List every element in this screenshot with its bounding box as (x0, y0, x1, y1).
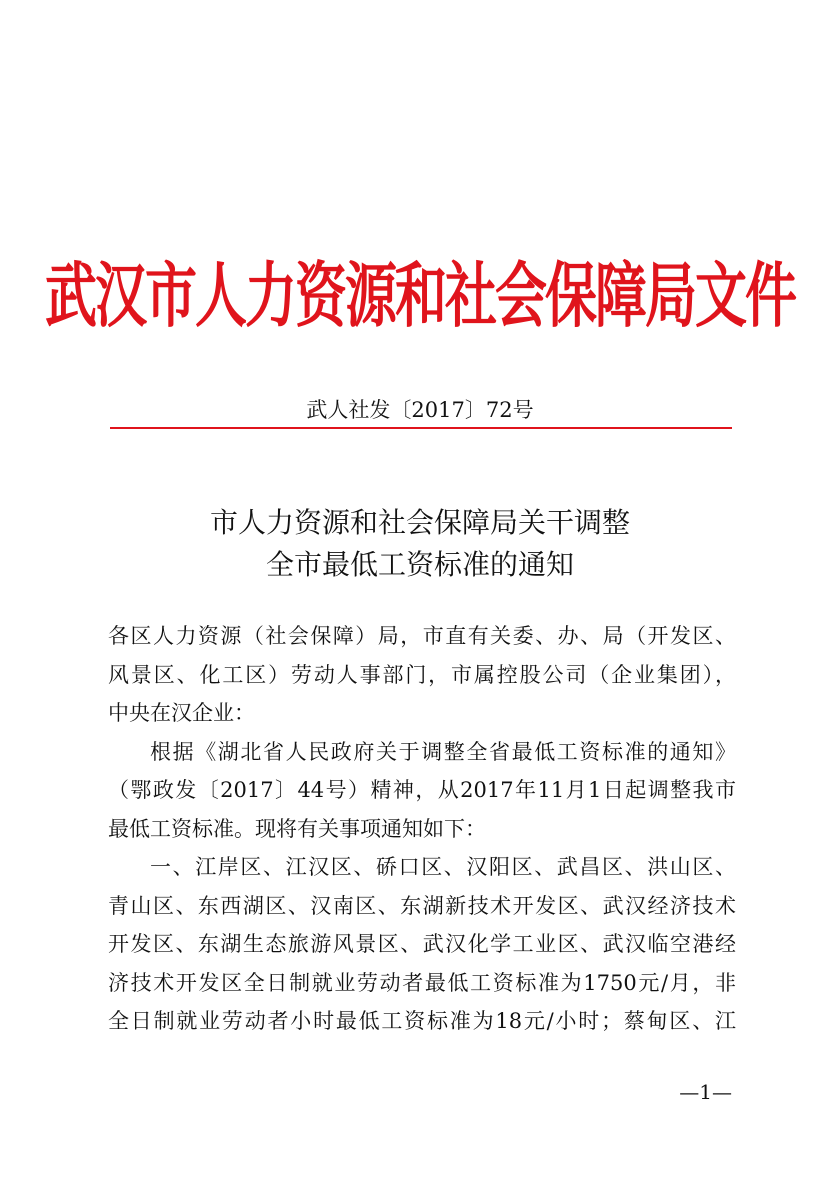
notice-title (0, 502, 840, 586)
body-line: 青山区、东西湖区、汉南区、东湖新技术开发区、武汉经济技术 (108, 893, 736, 918)
body-line: 各区人力资源（社会保障）局，市直有关委、办、局（开发区、 (108, 624, 736, 648)
body-line: 开发区、东湖生态旅游风景区、武汉化学工业区、武汉临空港经 (108, 932, 736, 956)
notice-body (108, 617, 736, 1041)
document-number: 武人社发〔2017〕72号 (306, 398, 534, 422)
notice-title-line-1: 市人力资源和社会保障局关干调整 (209, 506, 630, 539)
body-line: 一、江岸区、江汉区、硚口区、汉阳区、武昌区、洪山区、 (150, 855, 736, 879)
body-line: 中央在汉企业： (108, 701, 255, 725)
body-line: 全日制就业劳动者小时最低工资标准为18元/小时；蔡甸区、江 (108, 1009, 736, 1033)
issuer-header: 武汉市人力资源和社会保障局文件 (44, 255, 795, 338)
notice-title-line-2: 全市最低工资标准的通知 (265, 548, 574, 581)
body-line: 最低工资标准。现将有关事项通知如下： (108, 816, 486, 841)
red-divider (110, 427, 732, 429)
body-line: 根据《湖北省人民政府关于调整全省最低工资标准的通知》 (150, 739, 736, 764)
body-line: 济技术开发区全日制就业劳动者最低工资标准为1750元/月，非 (108, 970, 736, 995)
body-line: 风景区、化工区）劳动人事部门，市属控股公司（企业集团）， (108, 662, 736, 687)
body-line: （鄂政发〔2017〕44号）精神，从2017年11月1日起调整我市 (108, 778, 736, 802)
page-number: —1— (679, 1080, 732, 1104)
